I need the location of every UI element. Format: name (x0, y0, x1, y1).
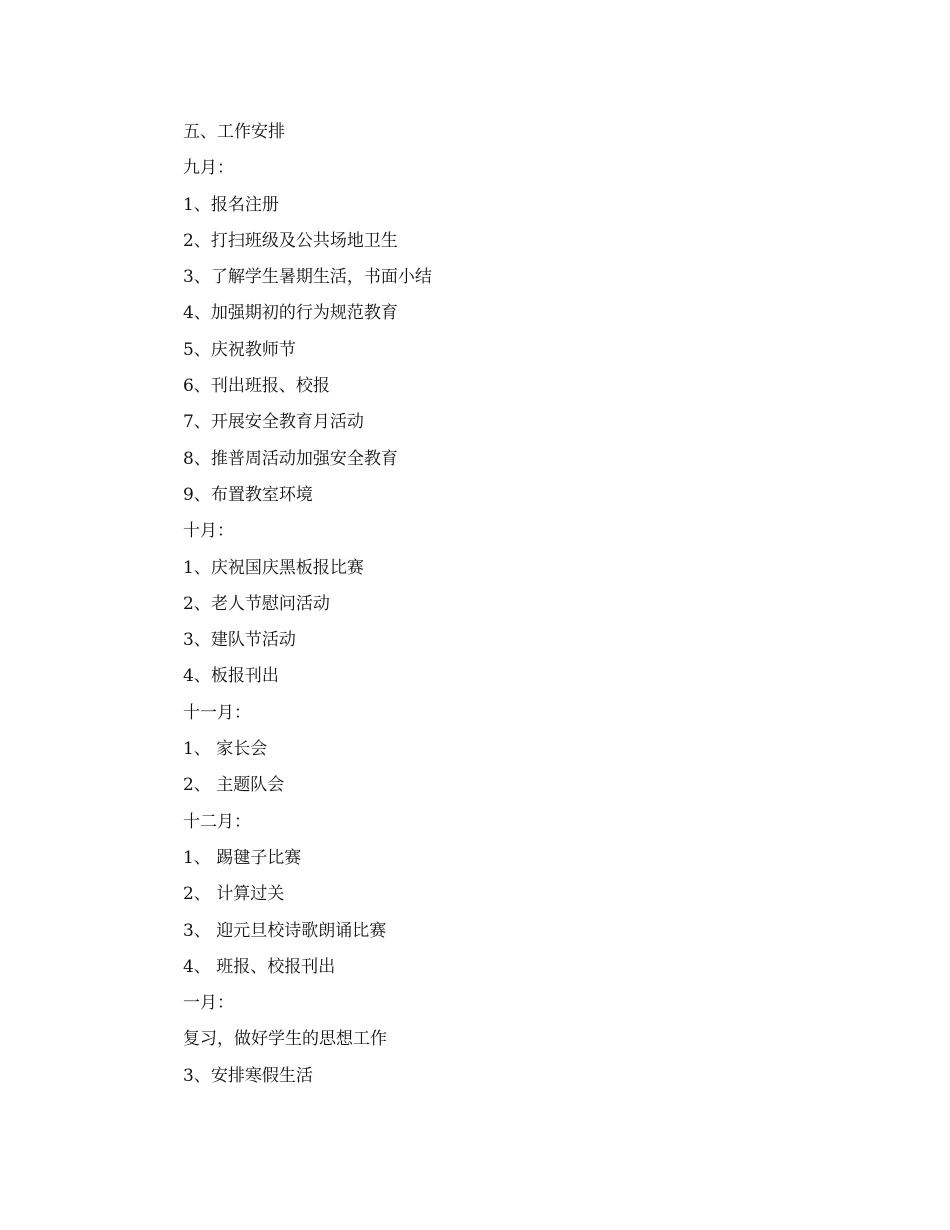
list-item: 2、打扫班级及公共场地卫生 (183, 230, 398, 251)
list-item: 3、安排寒假生活 (183, 1065, 313, 1086)
month-heading-october: 十月： (183, 521, 234, 542)
month-heading-january: 一月： (183, 993, 234, 1014)
list-item: 4、板报刊出 (183, 666, 279, 687)
list-item: 8、推普周活动加强安全教育 (183, 448, 398, 469)
list-item: 5、庆祝教师节 (183, 339, 296, 360)
month-heading-september: 九月： (183, 158, 234, 179)
section-heading: 五、工作安排 (183, 122, 285, 142)
list-item: 1、 踢毽子比赛 (183, 847, 302, 868)
list-item: 1、报名注册 (183, 194, 279, 215)
list-item: 2、 主题队会 (183, 775, 285, 796)
list-item: 7、开展安全教育月活动 (183, 412, 364, 433)
list-item: 3、 迎元旦校诗歌朗诵比赛 (183, 920, 387, 941)
list-item: 2、 计算过关 (183, 884, 285, 905)
list-item: 3、建队节活动 (183, 630, 296, 651)
list-item: 9、布置教室环境 (183, 484, 313, 505)
list-item: 2、老人节慰问活动 (183, 593, 330, 614)
list-item: 1、 家长会 (183, 739, 268, 760)
month-heading-december: 十二月： (183, 811, 251, 832)
document-body (183, 114, 833, 1094)
list-item: 4、 班报、校报刊出 (183, 956, 336, 977)
month-heading-november: 十一月： (183, 702, 251, 723)
list-item: 3、了解学生暑期生活，书面小结 (183, 267, 432, 288)
list-item: 1、庆祝国庆黑板报比赛 (183, 557, 364, 578)
list-item: 6、刊出班报、校报 (183, 376, 330, 397)
list-item: 4、加强期初的行为规范教育 (183, 303, 398, 324)
list-item: 复习，做好学生的思想工作 (183, 1029, 387, 1050)
